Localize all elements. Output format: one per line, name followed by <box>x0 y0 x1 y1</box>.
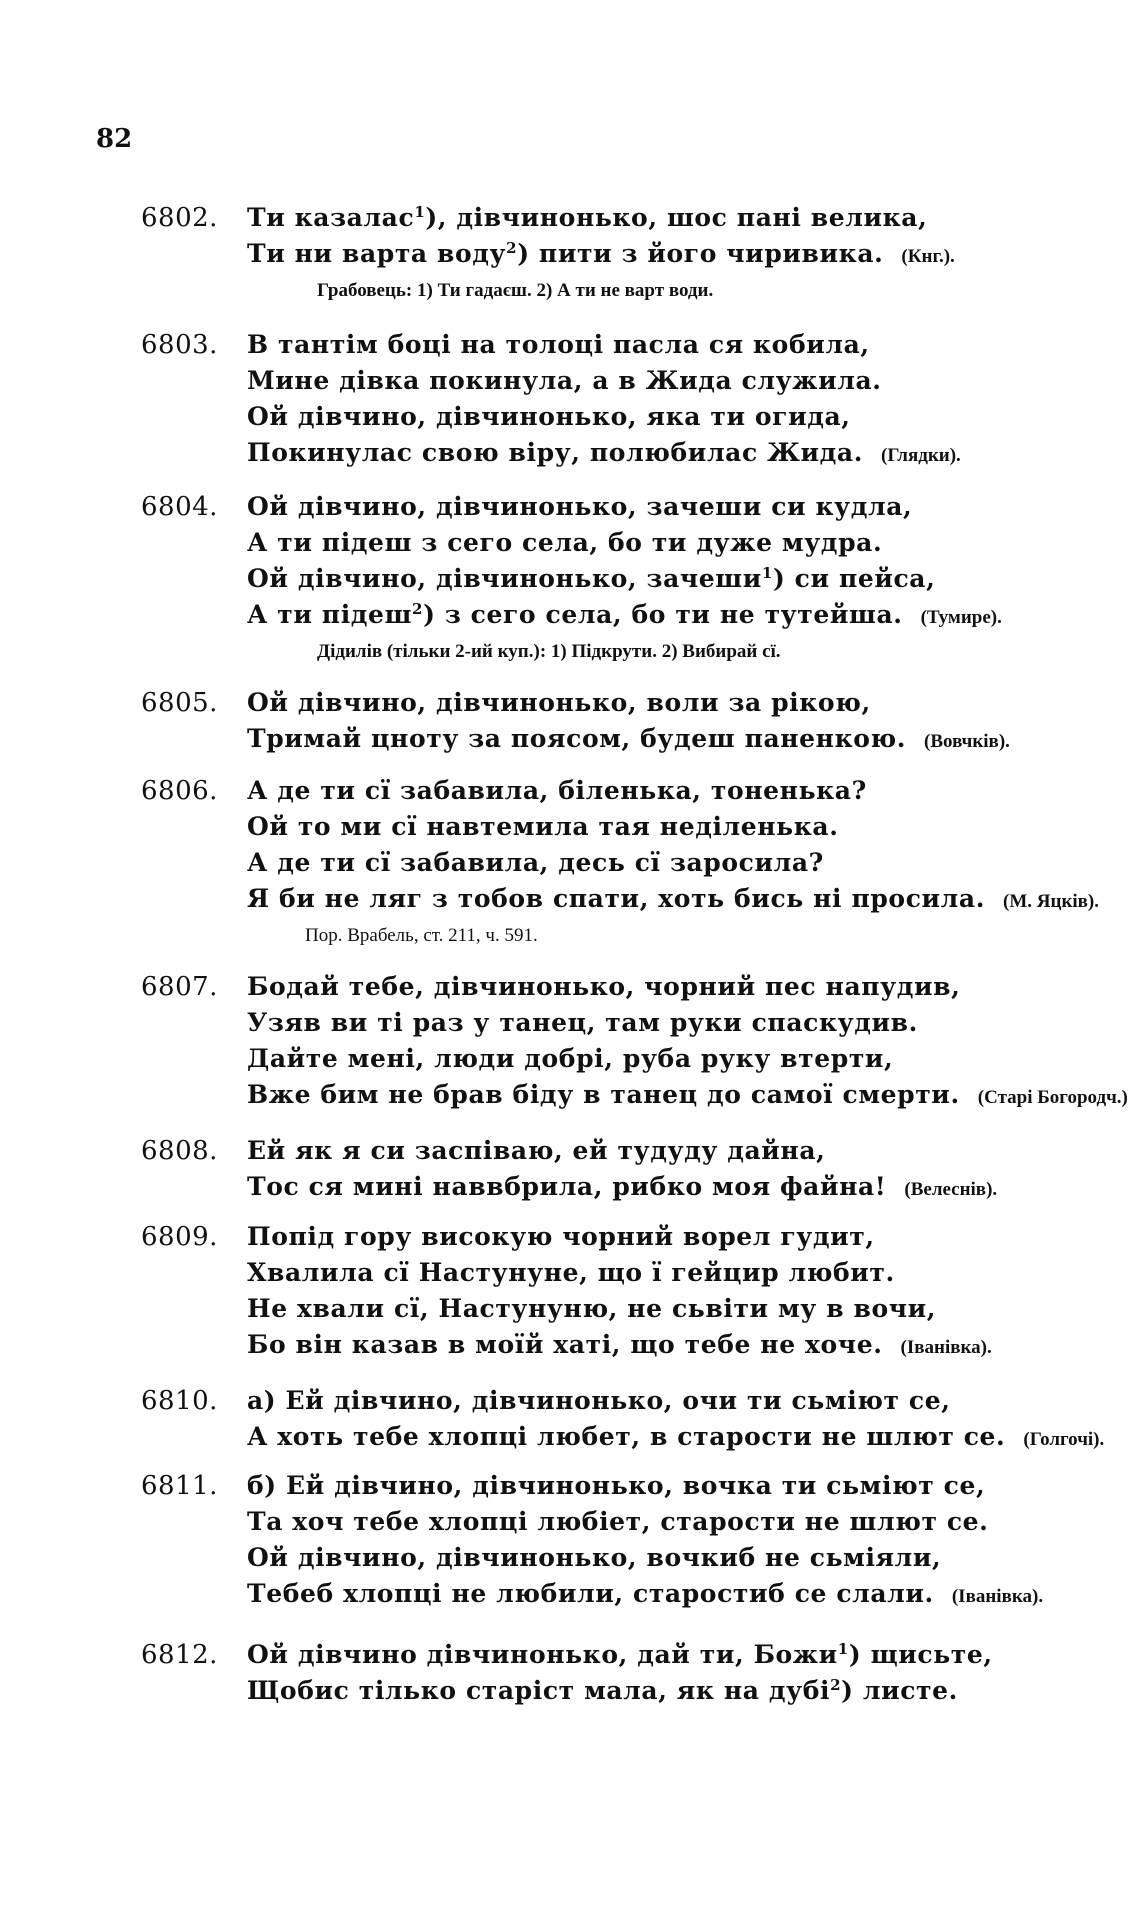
verse-line: А де ти сї забавила, біленька, тоненька? <box>247 776 867 805</box>
place-note: (Глядки). <box>881 445 961 466</box>
verse-line: Хвалила сї Настунуне, що ї гейцир любит. <box>247 1258 895 1287</box>
verse-line: Ой дівчино, дівчинонько, вочкиб не сьміяли, <box>247 1543 942 1572</box>
verse-line: Ей як я си заспіваю, ей тудуду дайна, <box>247 1136 826 1165</box>
entry-number: 6812. <box>141 1640 218 1670</box>
place-note: (Іванівка). <box>951 1586 1044 1607</box>
page-number: 82 <box>96 124 133 154</box>
entry-number: 6808. <box>141 1136 218 1166</box>
place-note: (Вовчків). <box>924 731 1010 752</box>
verse-line: А де ти сї забавила, десь сї заросила? <box>247 848 824 877</box>
verse-line: Ой дівчино, дівчинонько, зачеши$^1$) си пейса, <box>247 564 936 593</box>
verse-line: Бо він казав в моїй хаті, що тебе не хоче. (Іванівка). <box>247 1330 992 1359</box>
verse-line: Мине дівка покинула, а в Жида служила. <box>247 366 882 395</box>
verse-line: б) Ей дівчино, дівчинонько, вочка ти сьміют се, <box>247 1471 986 1500</box>
verse-line: Узяв ви ті раз у танец, там руки спаскудив. <box>247 1008 918 1037</box>
verse-line: Тримай цноту за поясом, будеш паненкою. (Вовчків). <box>247 724 1010 753</box>
entry-number: 6805. <box>141 688 218 718</box>
place-note: (М. Яцків). <box>1003 891 1100 912</box>
verse-line: Ой дівчино, дівчинонько, яка ти огида, <box>247 402 851 431</box>
verse-line: Ой дівчино дівчинонько, дай ти, Божи$^1$) щисьте, <box>247 1640 993 1669</box>
verse-line: Попід гору високую чорний ворел гудит, <box>247 1222 875 1251</box>
verse-line: Тос ся мині наввбрила, рибко моя файна! (Велеснів). <box>247 1172 998 1201</box>
entry-number: 6807. <box>141 972 218 1002</box>
verse-line: Ти ни варта воду$^2$) пити з його чиривика. (Кнг.). <box>247 239 955 268</box>
entry-number: 6811. <box>141 1471 218 1501</box>
verse-line: Тебеб хлопці не любили, старостиб се слали. (Іванівка). <box>247 1579 1044 1608</box>
variant-note: Грабовець: 1) Ти гадаєш. 2) А ти не варт води. <box>317 280 714 301</box>
entry-number: 6810. <box>141 1386 218 1416</box>
place-note: (Тумире). <box>920 607 1002 628</box>
place-note: (Голгочі). <box>1023 1429 1105 1450</box>
verse-line: Я би не ляг з тобов спати, хоть бись ні просила. (М. Яцків). <box>247 884 1100 913</box>
entry-number: 6806. <box>141 776 218 806</box>
variant-note: Пор. Врабель, ст. 211, ч. 591. <box>305 925 538 946</box>
verse-line: Покинулас свою віру, полюбилас Жида. (Глядки). <box>247 438 961 467</box>
place-note: (Кнг.). <box>901 246 955 267</box>
verse-line: А хоть тебе хлопці любет, в старости не шлют се. (Голгочі). <box>247 1422 1105 1451</box>
verse-line: Ой то ми сї навтемила тая неділенька. <box>247 812 839 841</box>
verse-line: А ти підеш з сего села, бо ти дуже мудра. <box>247 528 883 557</box>
place-note: (Старі Богородч.) <box>977 1087 1128 1108</box>
verse-line: Дайте мені, люди добрі, руба руку втерти, <box>247 1044 894 1073</box>
verse-line: Вже бим не брав біду в танец до самої смерти. (Старі Богородч.) <box>247 1080 1128 1109</box>
verse-line: Не хвали сї, Настунуню, не сьвіти му в вочи, <box>247 1294 937 1323</box>
place-note: (Велеснів). <box>904 1179 998 1200</box>
verse-line: Бодай тебе, дівчинонько, чорний пес напудив, <box>247 972 961 1001</box>
entry-number: 6802. <box>141 203 218 233</box>
verse-line: Та хоч тебе хлопці любіет, старости не шлют се. <box>247 1507 989 1536</box>
verse-line: Щобис тілько старіст мала, як на дубі$^2$) листе. <box>247 1676 958 1705</box>
entry-number: 6803. <box>141 330 218 360</box>
verse-line: а) Ей дівчино, дівчинонько, очи ти сьміют се, <box>247 1386 951 1415</box>
entry-number: 6804. <box>141 492 218 522</box>
place-note: (Іванівка). <box>900 1337 992 1358</box>
verse-line: А ти підеш$^2$) з сего села, бо ти не тутейша. (Тумире). <box>247 600 1002 629</box>
verse-line: Ой дівчино, дівчинонько, воли за рікою, <box>247 688 871 717</box>
entry-number: 6809. <box>141 1222 218 1252</box>
variant-note: Дідилів (тільки 2-ий куп.): 1) Підкрути. 2) Вибирай сї. <box>317 641 781 662</box>
verse-line: В тантім боці на толоці пасла ся кобила, <box>247 330 870 359</box>
verse-line: Ти казалас$^1$), дівчинонько, шос пані велика, <box>247 203 928 232</box>
verse-line: Ой дівчино, дівчинонько, зачеши си кудла, <box>247 492 913 521</box>
